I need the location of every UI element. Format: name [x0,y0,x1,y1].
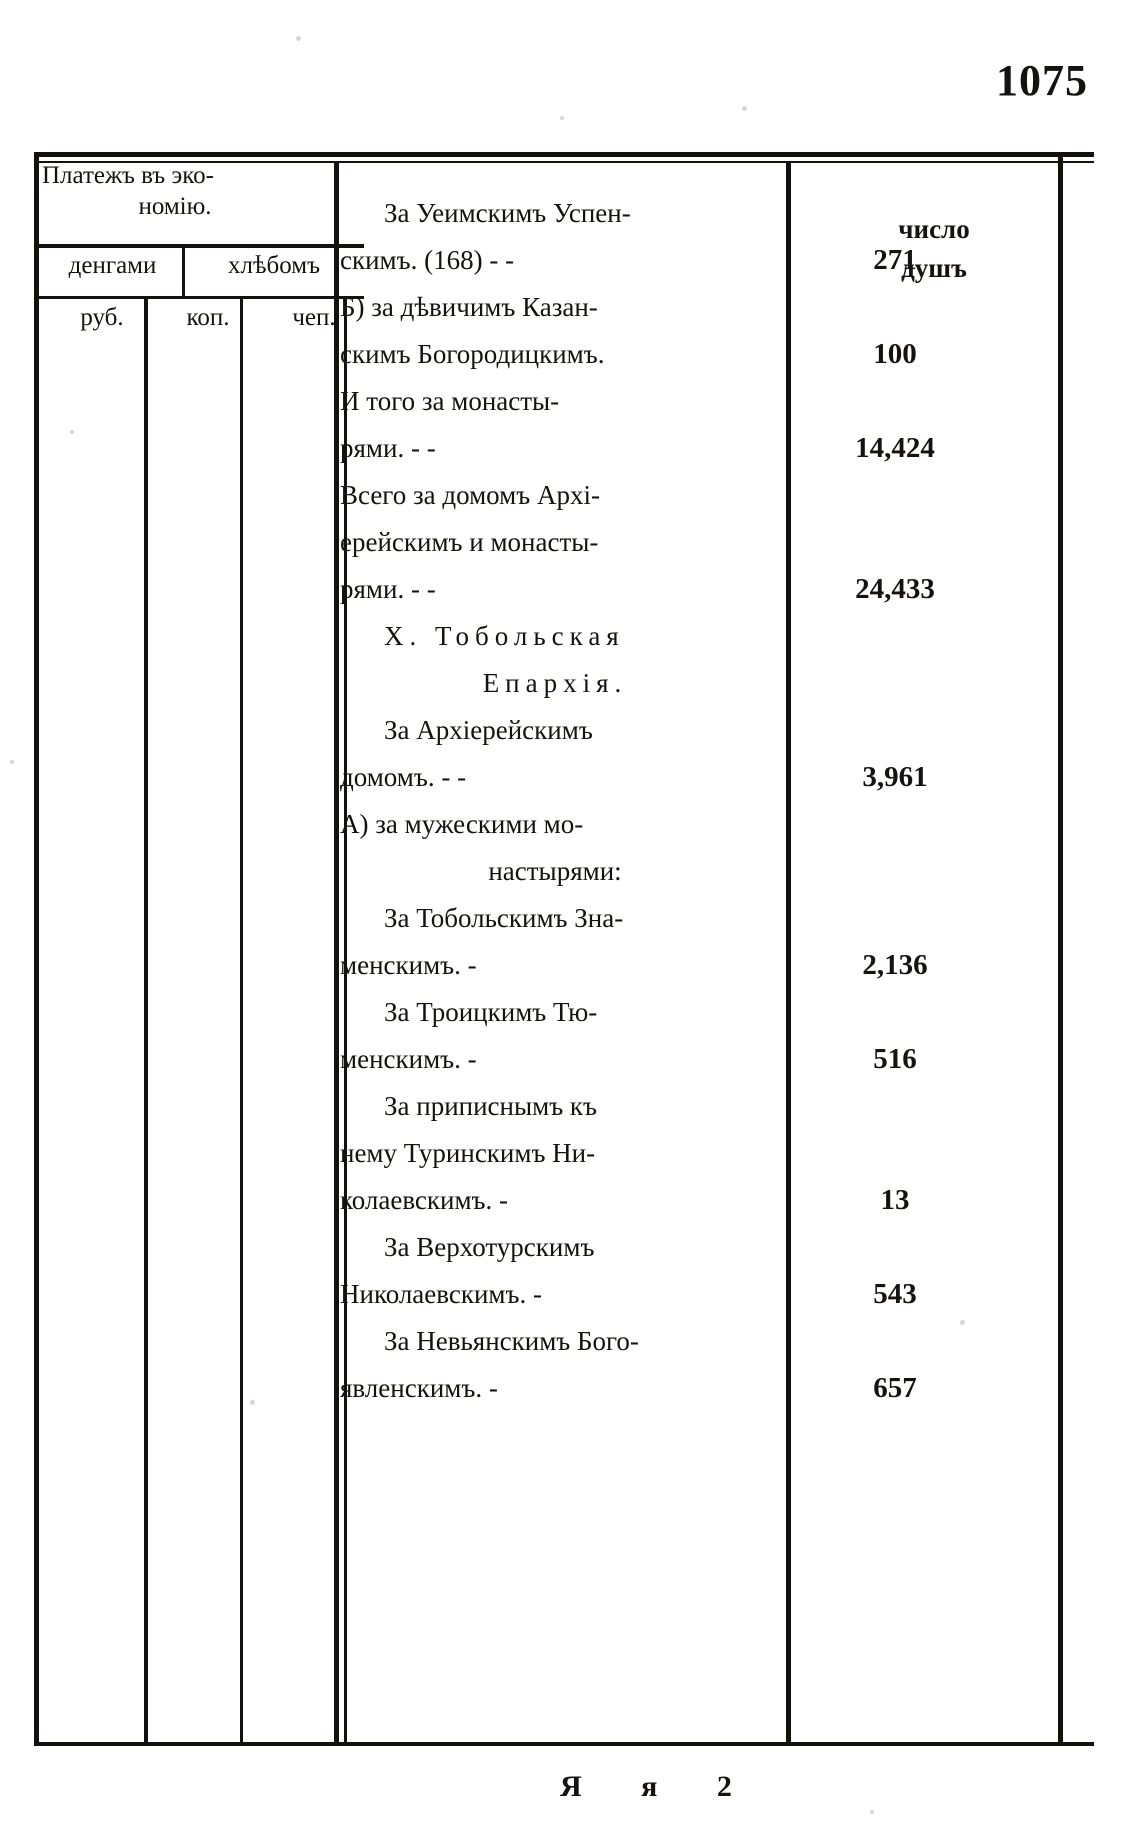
table-row-label: рями. - - [340,433,436,463]
header-kopeks: коп. [186,304,230,331]
table-row-label: А) за мужескими мо- [340,809,584,839]
table-top-border [34,152,1094,157]
paper-speck [870,1810,874,1814]
header-souls-line1: число [898,214,970,244]
table-row-value [790,801,1000,848]
table-row-value [790,707,1000,754]
table-row-label: настырями: [488,856,622,886]
table-row-label: За Верхотурскимъ [384,1232,595,1262]
table-row-label: За Архіерейскимъ [384,715,593,745]
souls-values-column [790,190,1000,1412]
table-row-label: явленскимъ. - [340,1373,498,1403]
table-row-value [790,895,1000,942]
page-signature: Я я 2 [560,1770,758,1803]
table-row-label: рями. - - [340,574,436,604]
table-row-value [790,613,1000,660]
table-row-label: Николаевскимъ. - [340,1279,542,1309]
table-row-label: X. Тобольская [384,621,625,651]
table-row-label: менскимъ. - [340,1044,477,1074]
table-row-label: И того за монасты- [340,386,560,416]
paper-speck [742,106,747,111]
table-row-label: За Тобольскимъ Зна- [384,903,624,933]
table-row-label: нему Туринскимъ Ни- [340,1138,596,1168]
table-row-value [790,848,1000,895]
table-row-value [790,1083,1000,1130]
table-row-value: 13 [880,1184,910,1216]
column-divider-left-body [334,162,339,1746]
table-bottom-border [34,1742,1094,1746]
column-divider-rub-kop [144,298,148,1744]
column-divider-kop-chet [240,298,243,1744]
table-row-label: колаевскимъ. - [340,1185,509,1215]
table-left-border [34,152,39,1746]
header-rubles: руб. [80,304,124,331]
table-row-label: За Уеимскимъ Успен- [384,198,631,228]
paper-speck [296,36,301,41]
table-row-value: 657 [873,1372,917,1404]
header-rule-units [38,296,364,299]
table-row-label: скимъ. (168) - - [340,245,515,275]
header-payment-line1: Платежъ въ эко- [42,162,214,189]
header-grain: хлѣбомъ [227,252,321,279]
table-row-value [790,284,1000,331]
header-payment [42,160,342,223]
paper-speck [560,116,564,120]
table-row-value: 24,433 [855,573,935,605]
header-money: денгами [68,252,157,279]
header-payment-line2: номію. [138,193,212,221]
table-row-value [790,660,1000,707]
table-row-label: Епархія. [482,668,628,698]
table-row-value [790,472,1000,519]
table-row-value [790,519,1000,566]
table-row-label: За Невьянскимъ Бого- [384,1326,639,1356]
table-row-label: ерейскимъ и монасты- [340,527,599,557]
table-row-value [790,190,1000,237]
table-row-label: За приписнымъ къ [384,1091,598,1121]
table-row-label: домомъ. - - [340,762,467,792]
table-row-value: 2,136 [862,949,928,981]
table-row-value [790,378,1000,425]
table-row-label: менскимъ. - [340,950,477,980]
table-text-column [340,190,770,1412]
table-row-value [790,1224,1000,1271]
table-row-value [790,1130,1000,1177]
table-row-value [790,1318,1000,1365]
table-row-value: 3,961 [862,761,928,793]
header-souls-line2: душъ [901,253,967,284]
table-row-value: 543 [873,1278,917,1310]
table-row-label: За Троицкимъ Тю- [384,997,598,1027]
table-row-value: 100 [873,338,917,370]
table-row-value: 516 [873,1043,917,1075]
header-rule-money [34,244,364,248]
table-row-label: Всего за домомъ Архі- [340,480,600,510]
table-row-value: 271 [873,244,917,276]
header-chetverts: чеп. [292,304,336,331]
paper-speck [10,760,14,764]
table-row-value: 14,424 [855,432,935,464]
page-number: 1075 [996,56,1088,105]
table-row-value [790,989,1000,1036]
table-row-label: скимъ Богородицкимъ. [340,339,605,369]
table-right-border [1058,152,1063,1746]
table-row-label: Б) за дѣвичимъ Казан- [340,292,598,322]
